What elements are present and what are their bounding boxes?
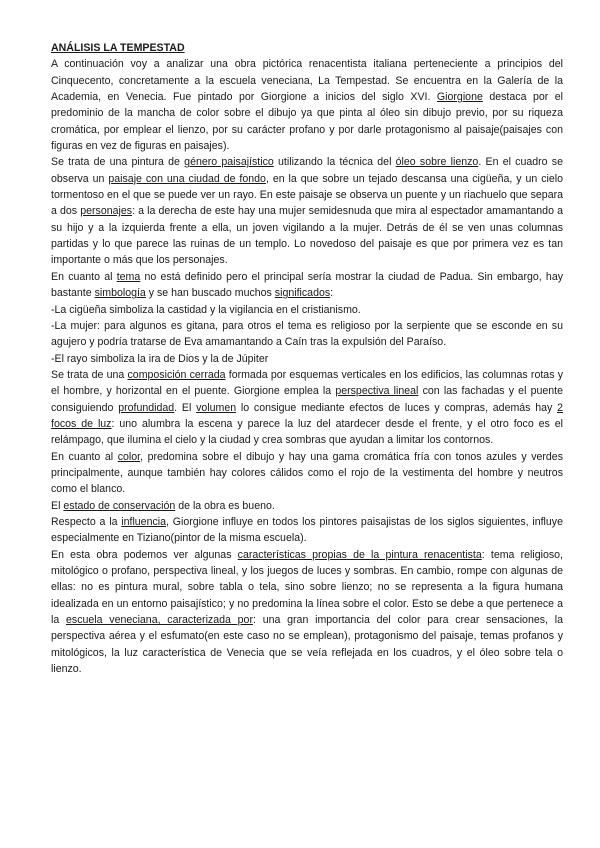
document-body xyxy=(51,56,563,677)
paragraph xyxy=(51,56,563,154)
text-run: : xyxy=(330,287,334,300)
text-run: -El rayo simboliza la ira de Dios y la de Júpiter xyxy=(51,352,269,365)
underlined-term: influencia xyxy=(121,515,167,528)
paragraph xyxy=(51,351,563,367)
underlined-term: profundidad xyxy=(118,401,175,414)
text-run: Respecto a la xyxy=(51,515,122,528)
text-run: -La mujer: para algunos es gitana, para otros el tema es religioso por la serpiente que se esconde en su agujero y podría tratarse de Eva amamantando a Caín tras la expulsión del Paraíso. xyxy=(51,319,563,349)
paragraph xyxy=(51,318,563,351)
text-run: con las fachadas y el puente consiguiendo xyxy=(51,385,563,414)
underlined-term: escuela veneciana, caracterizada por xyxy=(66,614,253,627)
underlined-term: perspectiva lineal xyxy=(335,385,419,398)
text-run: formada por esquemas verticales en los edificios, las columnas rotas y el hombre, y horizontal en el puente. Giorgione emplea la xyxy=(51,368,564,398)
text-run: destaca por el predominio de la mancha de color sobre el dibujo ya que pinta al óleo sin dibujo previo, por su riqueza cromática, por emplear el lienzo, por su carácter profano y por darle protagonismo al paisaje(paisajes con figuras en vez de figuras en paisajes). xyxy=(51,91,563,153)
underlined-term: paisaje con una ciudad de fondo xyxy=(108,172,266,185)
underlined-term: personajes xyxy=(80,205,133,218)
text-run: El xyxy=(51,499,64,512)
underlined-term: simbología xyxy=(94,287,146,300)
document-title: ANÁLISIS LA TEMPESTAD xyxy=(51,42,185,54)
text-run: . En el cuadro se observa un xyxy=(51,156,563,185)
text-run: A continuación voy a analizar una obra pictórica renacentista italiana perteneciente a principios del Cinquecento, concretamente a la escuela veneciana, La Tempestad. Se encuentra en la Galería de la Academia, en Venecia. Fue pintado por Giorgione a inicios del siglo XVI. xyxy=(51,58,563,104)
underlined-term: 2 focos de luz xyxy=(51,401,563,430)
paragraph xyxy=(51,302,563,318)
underlined-term: significados xyxy=(274,287,331,300)
underlined-term: estado de conservación xyxy=(63,499,176,512)
text-run: -La cigüeña simboliza la castidad y la vigilancia en el cristianismo. xyxy=(51,303,361,316)
underlined-term: género paisajístico xyxy=(184,156,274,169)
text-run: y se han buscado muchos xyxy=(145,287,275,300)
underlined-term: óleo sobre lienzo xyxy=(395,156,479,169)
text-run: Se trata de una pintura de xyxy=(51,156,185,169)
text-run: : uno alumbra la escena y parece la luz del atardecer desde el frente, y el otro foco es el relámpago, que ilumina el cielo y la ciudad y crea sombras que ayudan a limitar los contornos. xyxy=(51,417,563,447)
text-run: : a la derecha de este hay una mujer semidesnuda que mira al espectador amamantando a su hijo y a la izquierda frente a ella, un joven vigilando a la mujer. Detrás de él se ven unas columnas partidas y lo que parece las ruinas de un templo. Lo novedoso del paisaje es que por primera vez es tan importante o más que los personajes. xyxy=(51,205,563,267)
paragraph xyxy=(51,449,563,498)
underlined-term: volumen xyxy=(196,401,237,414)
paragraph xyxy=(51,547,563,678)
underlined-term: color xyxy=(117,450,141,463)
paragraph xyxy=(51,498,563,514)
text-run: de la obra es bueno. xyxy=(175,499,275,512)
underlined-term: Giorgione xyxy=(436,91,483,104)
underlined-term: tema xyxy=(116,270,141,283)
text-run: . El xyxy=(174,401,197,414)
paragraph xyxy=(51,367,563,449)
underlined-term: composición cerrada xyxy=(127,368,226,381)
text-run: En cuanto al xyxy=(51,450,118,463)
text-run: no está definido pero el principal sería mostrar la ciudad de Padua. Sin embargo, hay bastante xyxy=(51,270,564,300)
text-run: , Giorgione influye en todos los pintores paisajistas de los siglos siguientes, influye especialmente en Tiziano(pintor de la misma escuela). xyxy=(51,515,563,545)
text-run: Se trata de una xyxy=(51,368,128,381)
paragraph xyxy=(51,154,563,268)
text-run: lo consigue mediante efectos de luces y compras, además hay xyxy=(236,401,558,414)
underlined-term: características propias de la pintura renacentista xyxy=(237,548,482,561)
text-run: : una gran importancia del color para crear sensaciones, la perspectiva aérea y el esfumato(en este caso no se emplean), protagonismo del paisaje, temas profanos y mitológicos, la luz característica de Venecia que se veía reflejada en los cuadros, y el óleo sobre tela o lienzo. xyxy=(51,614,563,676)
text-run: , en la que sobre un tejado descansa una cigüeña, y un cielo tormentoso en el que se puede ver un rayo. En este paisaje se observa un puente y un riachuelo que separa a dos xyxy=(51,172,564,218)
text-run: utilizando la técnica del xyxy=(273,156,396,169)
text-run: En esta obra podemos ver algunas xyxy=(51,548,238,561)
paragraph xyxy=(51,514,563,547)
paragraph xyxy=(51,269,563,302)
text-run: : tema religioso, mitológico o profano, perspectiva lineal, y los juegos de luces y sombras. En cambio, rompe con algunas de ellas: no es pintura mural, sobre tabla o tela, sino sobre lienzo; no se representa a la figura humana idealizada en un entorno paisajístico; y no predomina la línea sobre el color. Esto se debe a que pertenece a la xyxy=(51,548,564,627)
text-run: , predomina sobre el dibujo y hay una gama cromática fría con tonos azules y verdes principalmente, aunque también hay colores cálidos como el rojo de la vestimenta del hombre y neutros como el blanco. xyxy=(51,450,563,496)
text-run: En cuanto al xyxy=(51,270,117,283)
